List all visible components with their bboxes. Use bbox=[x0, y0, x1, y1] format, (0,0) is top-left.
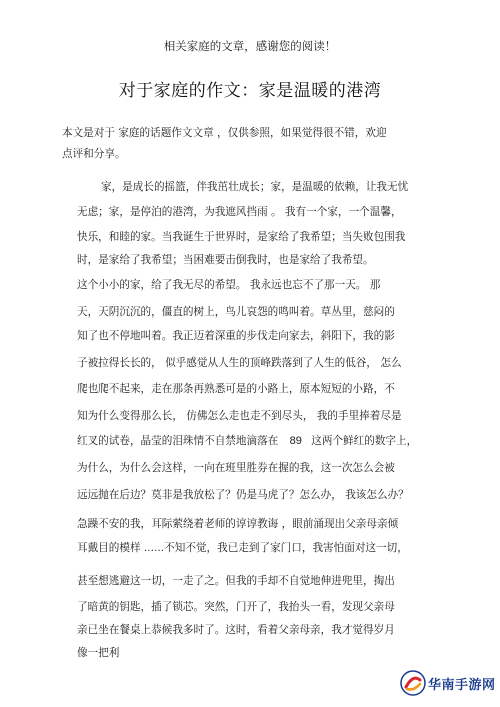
text-segment: 这两个鲜红的数字上， bbox=[311, 435, 418, 447]
text-line: 亲已坐在餐桌上恭候我多时了。这时，看着父亲母亲，我才觉得岁月 bbox=[77, 624, 395, 636]
header-note: 相关家庭的文章，感谢您的阅读！ bbox=[163, 39, 337, 53]
text-line: 爬也爬不起来，走在那条再熟悉可是的小路上，原本短短的小路，不 bbox=[77, 383, 395, 395]
text-line: 无虑；家，是停泊的港湾，为我遮风挡雨 。 我有一个家，一个温馨， bbox=[77, 206, 402, 218]
text-line: 这个小小的家，给了我无尽的希望。 我永远也忘不了那一天。 那 bbox=[77, 279, 381, 291]
text-line: 时，是家给了我希望；当困难要击倒我时，也是家给了我希望。 bbox=[77, 254, 374, 266]
logo-text: 华南手游网 bbox=[428, 677, 496, 693]
text-line: 知了也不停地叫着。我正迈着深重的步伐走向家去，斜阳下，我的影 bbox=[77, 330, 395, 342]
logo-mark-icon bbox=[400, 670, 426, 696]
page-title: 对于家庭的作文：家是温暖的港湾 bbox=[118, 81, 382, 101]
text-line bbox=[77, 435, 417, 448]
text-line: 知为什么变得那么长， 仿佛怎么走也走不到尽头， 我的手里捧着尽是 bbox=[77, 410, 402, 422]
text-line: 点评和分享。 bbox=[62, 148, 126, 160]
text-line: 快乐，和睦的家。当我诞生于世界时，是家给了我希望；当失败包围我 bbox=[77, 231, 406, 243]
text-line: 家，是成长的摇篮，伴我茁壮成长；家，是温暖的依赖，让我无忧 bbox=[101, 181, 409, 193]
text-line: 急躁不安的我，耳际萦绕着老师的谆谆教诲 ，眼前涌现出父亲母亲倾 bbox=[77, 518, 399, 530]
text-line: 子被拉得长长的， 似乎感觉从人生的顶峰跌落到了人生的低谷， 怎么 bbox=[77, 357, 402, 369]
site-logo bbox=[400, 668, 496, 698]
score-number: 89 bbox=[289, 435, 302, 447]
text-line: 远远抛在后边？莫非是我放松了？仍是马虎了？怎么办， 我该怎么办？ bbox=[77, 489, 409, 501]
text-line: 像一把利 bbox=[77, 647, 120, 659]
text-line: 了暗黄的钥匙，插了锁芯。突然，门开了，我抬头一看，发现父亲母 bbox=[77, 601, 395, 613]
text-line: 甚至想逃避这一切，一走了之。但我的手却不自觉地伸进兜里，掏出 bbox=[77, 575, 395, 587]
text-line: 耳戴目的模样 ......不知不觉，我已走到了家门口，我害怕面对这一切， bbox=[77, 542, 408, 554]
text-line: 为什么，为什么会这样，一向在班里胜券在握的我，这一次怎么会被 bbox=[77, 462, 395, 474]
text-segment: 红叉的试卷，晶莹的泪珠情不自禁地滴落在 bbox=[77, 435, 279, 447]
text-line: 本文是对于 家庭的话题作文文章 ，仅供参照，如果觉得很不错，欢迎 bbox=[62, 127, 387, 139]
text-line: 天，天阴沉沉的，僵直的树上，鸟儿哀怨的鸣叫着。草丛里，慈闷的 bbox=[77, 306, 395, 318]
